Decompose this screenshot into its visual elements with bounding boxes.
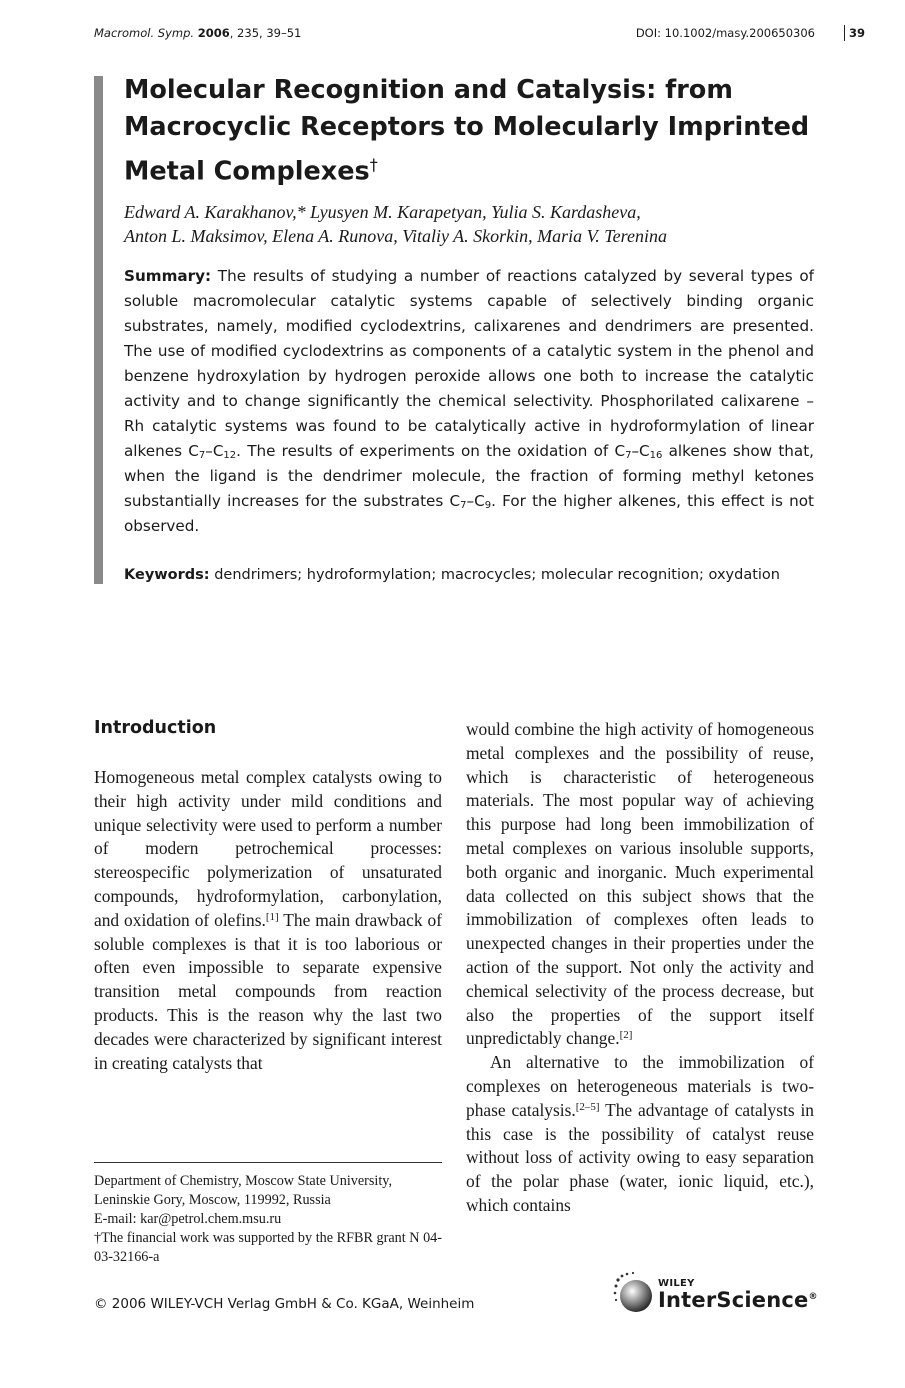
footnotes: [94, 1172, 442, 1267]
author-list: [124, 200, 824, 248]
interscience-wordmark: [658, 1288, 818, 1312]
summary-text: . The results of experiments on the oxidation of C: [236, 442, 626, 460]
summary-label: Summary:: [124, 267, 212, 285]
paragraph-text: The main drawback of soluble complexes is that it is too laborious or often even impossible to separate expensive transition metal compounds from reaction products. This is the reason why the last two decades were characterized by significant interest in creating catalysts that: [94, 909, 442, 1073]
paragraph: [466, 718, 814, 1051]
summary-subscript: 16: [649, 450, 663, 461]
article-title-text: Molecular Recognition and Catalysis: from Macrocyclic Receptors to Molecularly Imprinted Metal Complexes: [124, 75, 810, 187]
body-column-left: [94, 766, 442, 1075]
wiley-wordmark: WILEY: [658, 1278, 695, 1289]
doi[interactable]: DOI: 10.1002/masy.200650306: [635, 26, 815, 40]
summary-subscript: 7: [460, 500, 467, 511]
keywords-text: dendrimers; hydroformylation; macrocycles; molecular recognition; oxydation: [209, 567, 780, 583]
article-title: [124, 72, 844, 191]
affiliation-line-1: Department of Chemistry, Moscow State University,: [94, 1173, 393, 1189]
paragraph-text: Homogeneous metal complex catalysts owing to their high activity under mild conditions and unique selectivity were used to perform a number of modern petrochemical processes: stereospecific polymerization of unsaturated compounds, hydroformylation, carbonylation, and oxidation of olefins.: [94, 767, 442, 930]
paragraph-text: An alternative to the immobilization of complexes on heterogeneous materials is two-phase catalysis.: [466, 1052, 814, 1120]
summary-text: –C: [466, 492, 485, 510]
summary-text: The results of studying a number of reactions catalyzed by several types of soluble macromolecular catalytic systems capable of selectively binding organic substrates, namely, modified cyclodextrins, calixarenes and dendrimers are presented. The use of modified cyclodextrins as components of a catalytic system in the phenol and benzene hydroxylation by hydrogen peroxide allows one both to increase the catalytic activity and to change significantly the chemical selectivity. Phosphorilated calixarene – Rh catalytic systems was found to be catalytically active in hydroformylation of linear alkenes C: [124, 267, 814, 460]
summary-subscript: 9: [484, 500, 492, 511]
interscience-sphere-icon: [612, 1270, 656, 1314]
wiley-interscience-logo: [612, 1266, 822, 1316]
paragraph-text: would combine the high activity of homogeneous metal complexes and the possibility of reuse, which is characteristic of heterogeneous materials. The most popular way of achieving this purpose had long been immobilization of metal complexes on various insoluble supports, both organic and inorganic. Much experimental data collected on this subject shows that the immobilization of complexes often leads to unexpected changes in their properties under the action of the support. Not only the activity and chemical selectivity of the process decrease, but also the properties of the support itself unpredictably change.: [466, 719, 814, 1049]
journal-name: Macromol. Symp.: [94, 26, 195, 40]
journal-year: 2006: [197, 26, 230, 40]
citation-ref[interactable]: [2–5]: [575, 1100, 600, 1113]
footnote-divider: [94, 1162, 442, 1163]
funding-note: †The financial work was supported by the RFBR grant N 04-03-32166-a: [94, 1230, 442, 1265]
body-column-right: [466, 718, 814, 1218]
authors-line-1: Edward A. Karakhanov,* Lyusyen M. Karapetyan, Yulia S. Kardasheva,: [124, 202, 641, 222]
running-header: [94, 26, 865, 42]
summary-text: –C: [631, 442, 650, 460]
journal-volume-pages: , 235, 39–51: [229, 26, 302, 40]
citation-ref[interactable]: [1]: [265, 910, 279, 923]
page-number: 39: [844, 25, 865, 41]
abstract: [124, 264, 814, 539]
summary-text: . For the higher alkenes, this effect is not observed.: [124, 492, 815, 535]
summary-text: alkenes show that, when the ligand is the dendrimer molecule, the fraction of forming methyl ketones substantially increases for the substrates C: [124, 442, 814, 510]
copyright-notice: © 2006 WILEY-VCH Verlag GmbH & Co. KGaA, Weinheim: [94, 1296, 475, 1312]
section-heading-introduction: Introduction: [94, 718, 217, 738]
registered-mark: ®: [808, 1292, 818, 1302]
summary-subscript: 12: [223, 450, 237, 461]
citation-ref[interactable]: [2]: [619, 1029, 633, 1042]
title-accent-bar: [94, 76, 103, 584]
paragraph: [466, 1051, 814, 1218]
summary-subscript: 7: [625, 450, 632, 461]
summary-text: –C: [205, 442, 224, 460]
keywords-label: Keywords:: [124, 567, 210, 583]
interscience-wordmark-text: InterScience: [658, 1288, 809, 1312]
paragraph-text: The advantage of catalysts in this case is the possibility of catalyst reuse without loss of activity owing to easy separation of the polar phase (water, ionic liquid, etc.), which contains: [466, 1099, 814, 1215]
paragraph: [94, 766, 442, 1075]
keywords: [124, 564, 780, 586]
authors-line-2: Anton L. Maksimov, Elena A. Runova, Vitaliy A. Skorkin, Maria V. Terenina: [124, 226, 667, 246]
journal-reference: [94, 26, 301, 40]
affiliation-line-2: Leninskie Gory, Moscow, 119992, Russia: [94, 1192, 331, 1208]
author-email[interactable]: E-mail: kar@petrol.chem.msu.ru: [94, 1211, 282, 1227]
summary-subscript: 7: [198, 450, 206, 461]
title-footnote-mark: †: [369, 155, 378, 174]
